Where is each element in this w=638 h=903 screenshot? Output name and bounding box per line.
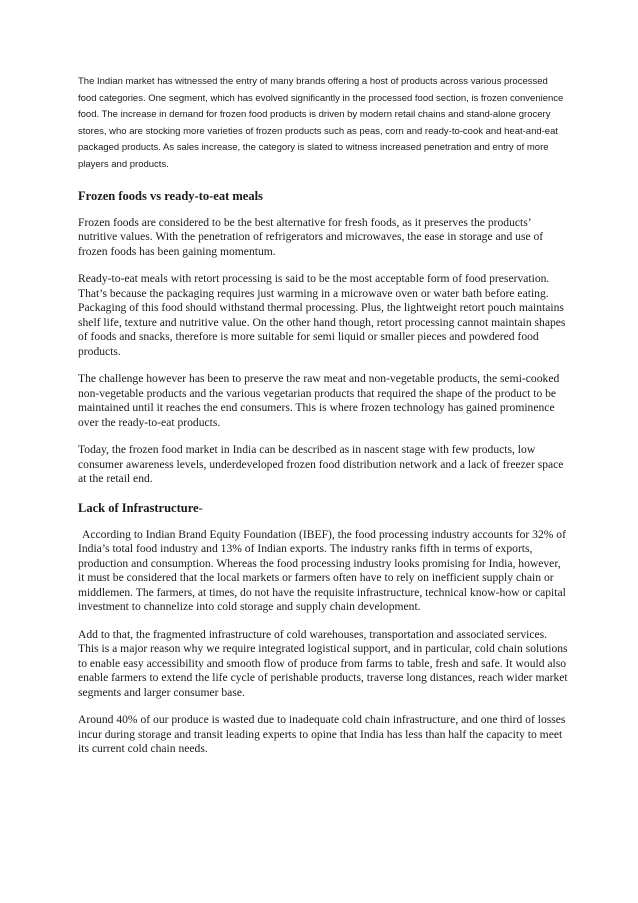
body-paragraph: Ready-to-eat meals with retort processing is said to be the most acceptable form of food preservation. That’s because the packaging requires just warming in a microwave oven or water bath before eating. Packaging of this food should withstand thermal processing. Plus, the lightweight retort pouch maintains shelf life, texture and nutritive value. On the other hand though, retort processing cannot maintain shapes of foods and snacks, therefore is more suitable for semi liquid or smaller pieces and powdered food products.	[78, 272, 566, 358]
body-paragraph: Around 40% of our produce is wasted due to inadequate cold chain infrastructure, and one third of losses incur during storage and transit leading experts to opine that India has less than half the capacity to meet its current cold chain needs.	[78, 713, 566, 756]
intro-paragraph: The Indian market has witnessed the entry of many brands offering a host of products across various processed food categories. One segment, which has evolved significantly in the processed food section, is frozen convenience food. The increase in demand for frozen food products is driven by modern retail chains and stand-alone grocery stores, who are stocking more varieties of frozen products such as peas, corn and ready-to-cook and heat-and-eat packaged products. As sales increase, the category is slated to witness increased penetration and entry of more players and products.	[78, 76, 564, 170]
body-paragraph: Frozen foods are considered to be the best alternative for fresh foods, as it preserves the products’ nutritive values. With the penetration of refrigerators and microwaves, the ease in storage and use of frozen foods has been gaining momentum.	[78, 215, 544, 258]
body-paragraph: Add to that, the fragmented infrastructure of cold warehouses, transportation and associated services. This is a major reason why we require integrated logistical support, and in particular, cold chain solutions to enable easy accessibility and smooth flow of produce from farms to table, fresh and safe. It would also enable farmers to extend the life cycle of perishable products, traverse long distances, reach wider market segments and larger consumer base.	[78, 627, 568, 699]
section-heading-suffix: -	[198, 500, 203, 515]
body-paragraph: According to Indian Brand Equity Foundation (IBEF), the food processing industry accounts for 32% of India’s total food industry and 13% of Indian exports. The industry ranks fifth in terms of exports, production and consumption. Whereas the food processing industry looks promising for India, however, it must be considered that the local markets or farmers often have to rely on inefficient supply chain or middlemen. The farmers, at times, do not have the requisite infrastructure, technical know-how or capital investment to channelize into cold storage and supply chain development.	[78, 527, 566, 614]
section-heading-text: Lack of Infrastructure	[78, 500, 199, 515]
body-paragraph: The challenge however has been to preserve the raw meat and non-vegetable products, the semi-cooked non-vegetable products and the various vegetarian products that required the shape of the product to be maintained until it reaches the end consumers. This is where frozen technology has gained prominence over the ready-to-eat products.	[78, 372, 560, 429]
body-paragraph: Today, the frozen food market in India can be described as in nascent stage with few products, low consumer awareness levels, underdeveloped frozen food distribution network and a lack of freezer space at the retail end.	[78, 443, 564, 486]
section-heading-text: Frozen foods vs ready-to-eat meals	[78, 188, 263, 203]
section-heading-lack-of-infrastructure	[78, 500, 568, 516]
document-page	[78, 74, 568, 770]
section-heading-frozen-foods	[78, 188, 568, 204]
